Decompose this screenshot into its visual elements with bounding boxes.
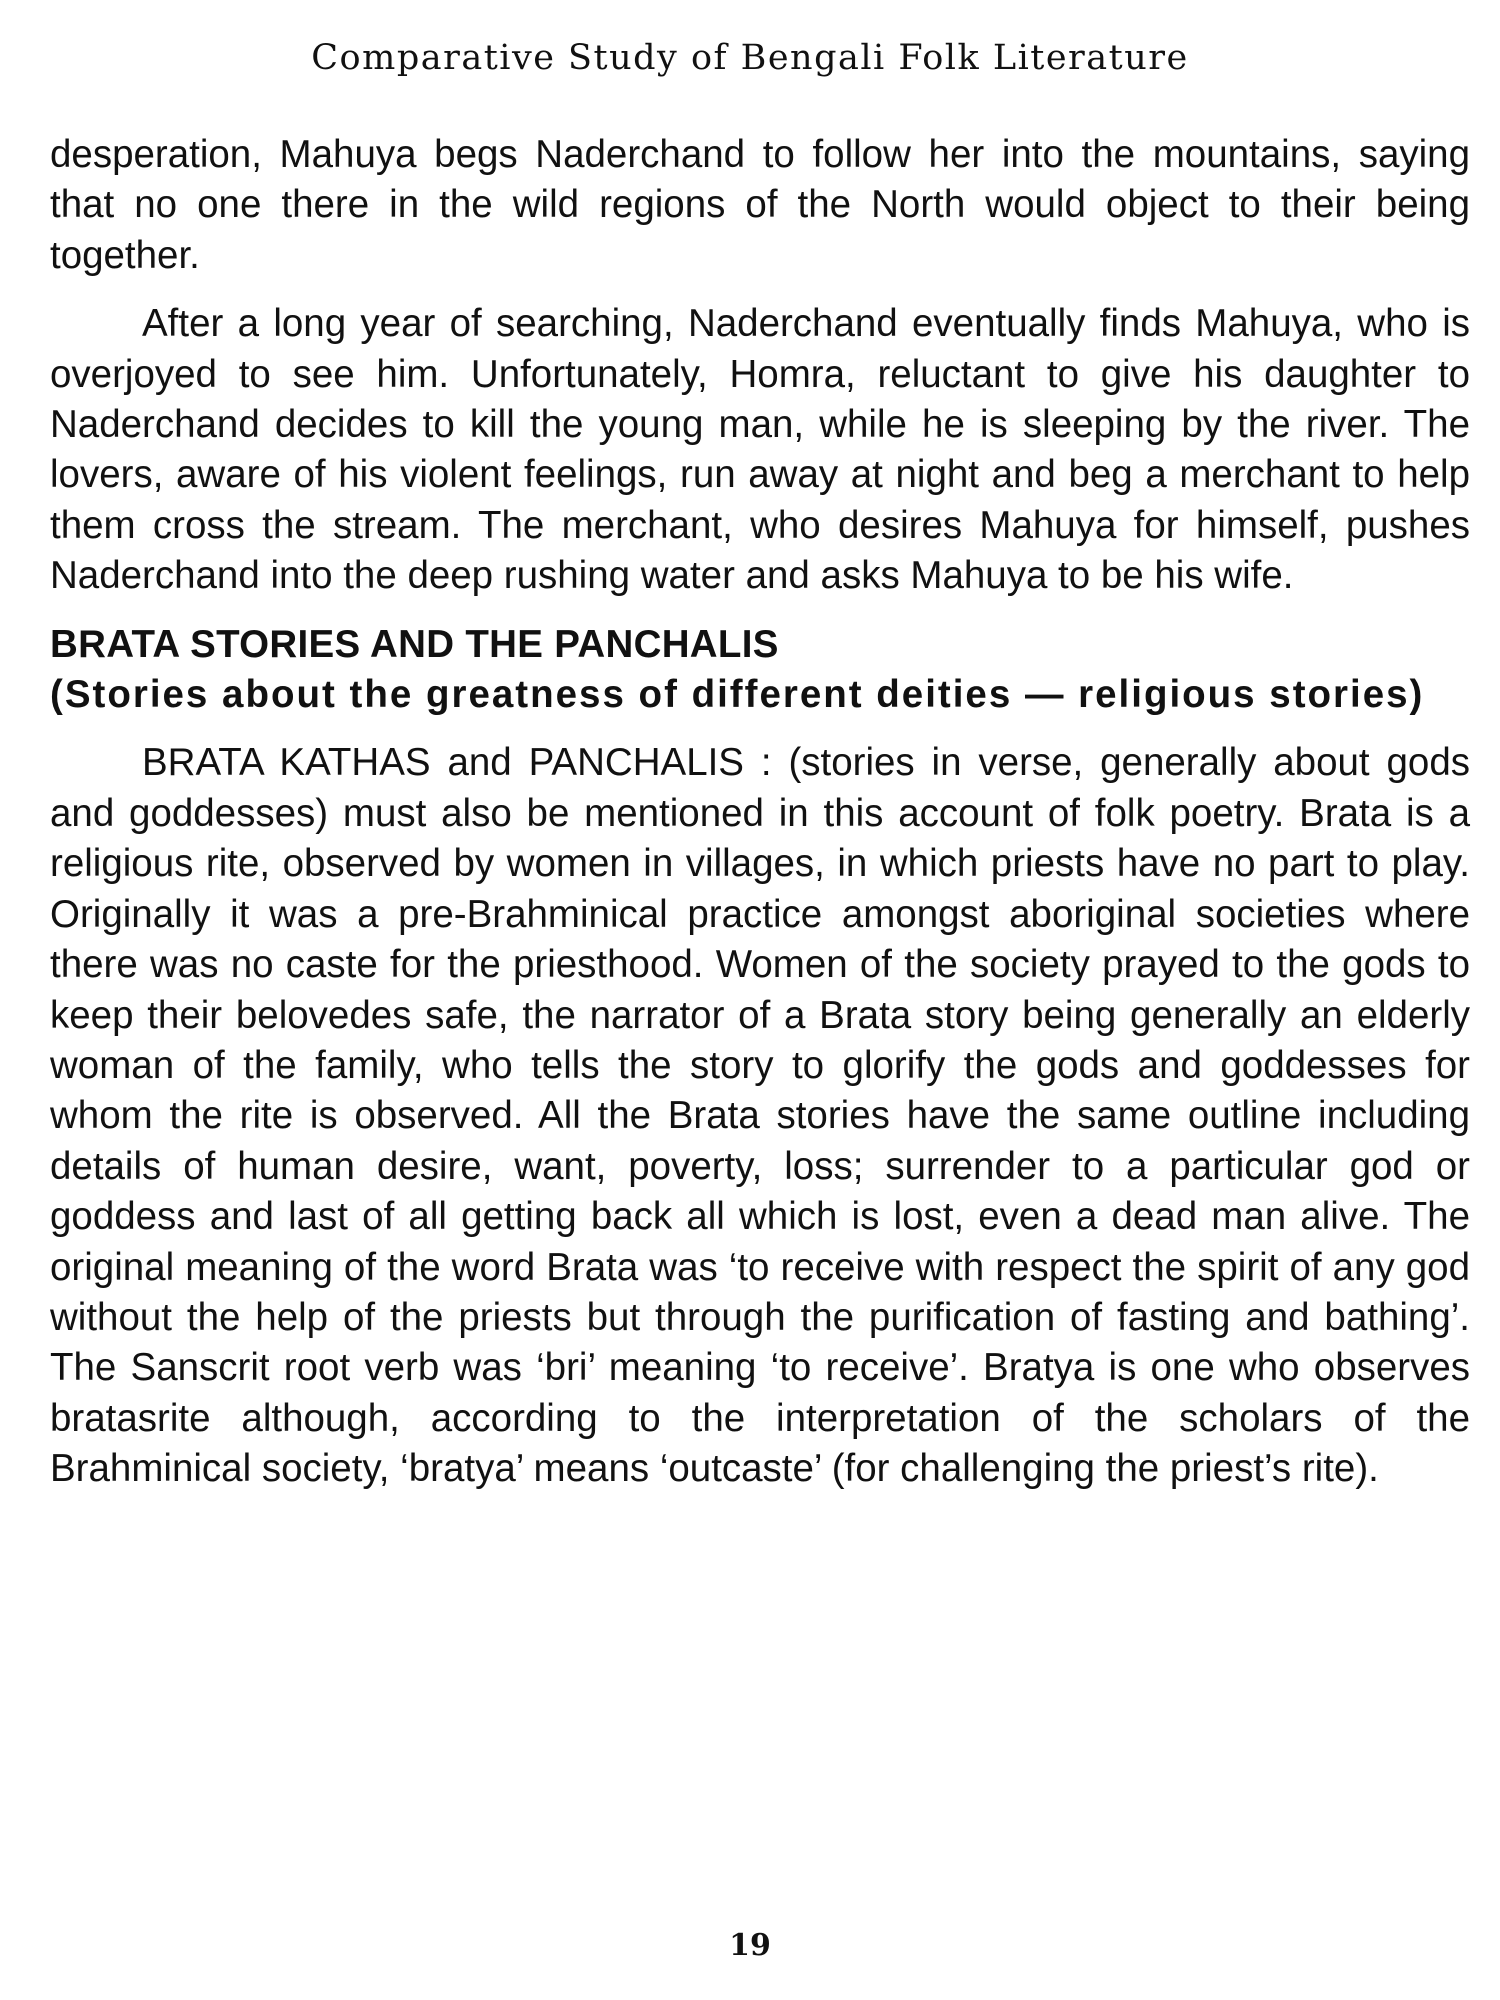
paragraph-brata-kathas: BRATA KATHAS and PANCHALIS : (stories in verse, generally about gods and goddesses) must also be mentioned in this account of folk poetry. Brata is a religious rite, observed by women in villages, in which priests have no part to play. Originally it was a pre-Brahminical practice amongst aboriginal societies where there was no caste for the priesthood. Women of the society prayed to the gods to keep their belovedes safe, the narrator of a Brata story being generally an elderly woman of the family, who tells the story to glorify the gods and goddesses for whom the rite is observed. All the Brata stories have the same outline including details of human desire, want, poverty, loss; surrender to a particular god or goddess and last of all getting back all which is lost, even a dead man alive. The original meaning of the word Brata was ‘to receive with respect the spirit of any god without the help of the priests but through the purification of fasting and bathing’. The Sanscrit root verb was ‘bri’ meaning ‘to receive’. Bratya is one who observes bratasrite although, according to the interpretation of the scholars of the Brahminical society, ‘bratya’ means ‘outcaste’ (for challenging the priest’s rite). bbox=[50, 741, 1470, 1491]
paragraph-continued: desperation, Mahuya begs Naderchand to follow her into the mountains, saying that no one there in the wild regions of the North would object to their being together. bbox=[50, 133, 1470, 277]
section-heading: BRATA STORIES AND THE PANCHALIS bbox=[50, 622, 779, 666]
page-number: 19 bbox=[729, 1928, 771, 1963]
running-header: Comparative Study of Bengali Folk Literature bbox=[311, 38, 1189, 78]
page-body bbox=[50, 130, 1470, 1513]
paragraph-naderchand-search: After a long year of searching, Naderchand eventually finds Mahuya, who is overjoyed to see him. Unfortunately, Homra, reluctant to give his daughter to Naderchand decides to kill the young man, while he is sleeping by the river. The lovers, aware of his violent feelings, run away at night and beg a merchant to help them cross the stream. The merchant, who desires Mahuya for himself, pushes Naderchand into the deep rushing water and asks Mahuya to be his wife. bbox=[50, 302, 1470, 598]
section-subheading: (Stories about the greatness of different deities — religious stories) bbox=[50, 673, 1425, 717]
